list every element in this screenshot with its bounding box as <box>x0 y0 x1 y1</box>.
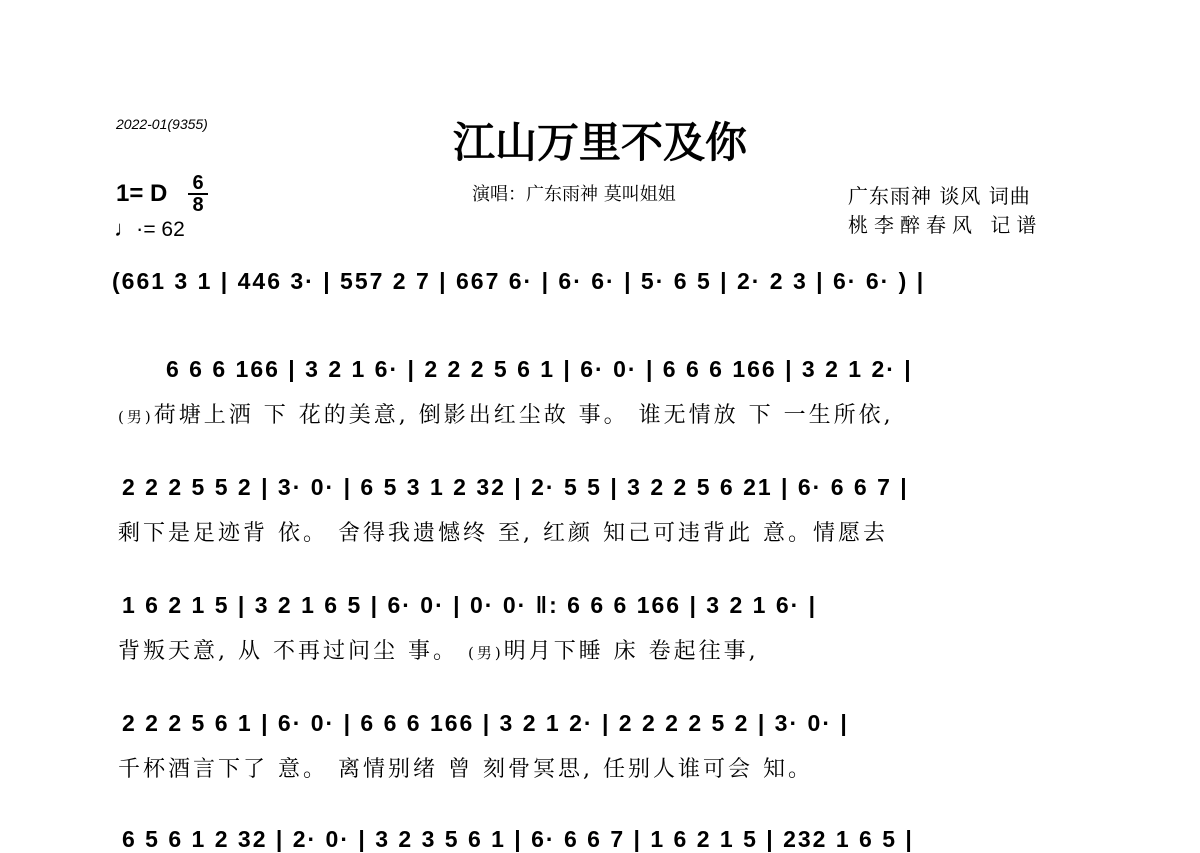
tempo-value: = 62 <box>143 218 185 241</box>
page-title: 江山万里不及你 <box>452 118 747 167</box>
dotted-quarter-note-icon: ♩· <box>114 216 144 241</box>
lyrics-line-4: 千杯酒言下了 意。 离情别绪 曾 刻骨冥思, 任别人谁可会 知。 <box>118 757 813 782</box>
time-signature <box>188 174 208 214</box>
notes-line-5: 6 5 6 1 2 32 | 2· 0· | 3 2 3 5 6 1 | 6· 6 6 7 | 1 6 2 1 5 | 232 1 6 5 | <box>122 826 914 852</box>
lyrics-text: 荷塘上洒 下 花的美意, 倒影出红尘故 事。 谁无情放 下 一生所依, <box>153 403 894 428</box>
singer-marker: (男) <box>118 408 154 426</box>
lyrics-text: 明月下睡 床 卷起往事, <box>503 639 759 664</box>
lyrics-line-2: 剩下是足迹背 依。 舍得我遗憾终 至, 红颜 知己可违背此 意。情愿去 <box>118 521 888 546</box>
time-sig-top: 6 <box>192 172 204 194</box>
lyrics-text: 背叛天意, 从 不再过问尘 事。 <box>118 639 468 664</box>
transcriber-credit: 桃李醉春风 记谱 <box>848 213 1043 237</box>
notes-line-4: 2 2 2 5 6 1 | 6· 0· | 6 6 6 166 | 3 2 1 2· | 2 2 2 2 5 2 | 3· 0· | <box>122 710 849 736</box>
notes-line-1: 6 6 6 166 | 3 2 1 6· | 2 2 2 5 6 1 | 6· 0· | 6 6 6 166 | 3 2 1 2· | <box>166 356 913 382</box>
tempo-marking <box>114 216 185 242</box>
composer-credit: 广东雨神 谈风 词曲 <box>848 184 1031 208</box>
time-sig-bottom: 8 <box>192 194 204 216</box>
singer-marker: (男) <box>467 644 504 662</box>
lyrics-line-3 <box>118 634 759 665</box>
key-signature: 1= D <box>116 180 168 207</box>
notes-line-3: 1 6 2 1 5 | 3 2 1 6 5 | 6· 0· | 0· 0· ‖: 6 6 6 166 | 3 2 1 6· | <box>122 592 818 618</box>
notes-line-2: 2 2 2 5 5 2 | 3· 0· | 6 5 3 1 2 32 | 2· 5 5 | 3 2 2 5 6 21 | 6· 6 6 7 | <box>122 474 909 500</box>
singer-credit: 演唱：广东雨神 莫叫姐姐 <box>472 184 676 205</box>
intro-notes: (661 3 1 | 446 3· | 557 2 7 | 667 6· | 6· 6· | 5· 6 5 | 2· 2 3 | 6· 6· ) | <box>112 268 926 294</box>
lyrics-line-1 <box>118 398 894 429</box>
score-code: 2022-01(9355) <box>116 116 208 132</box>
